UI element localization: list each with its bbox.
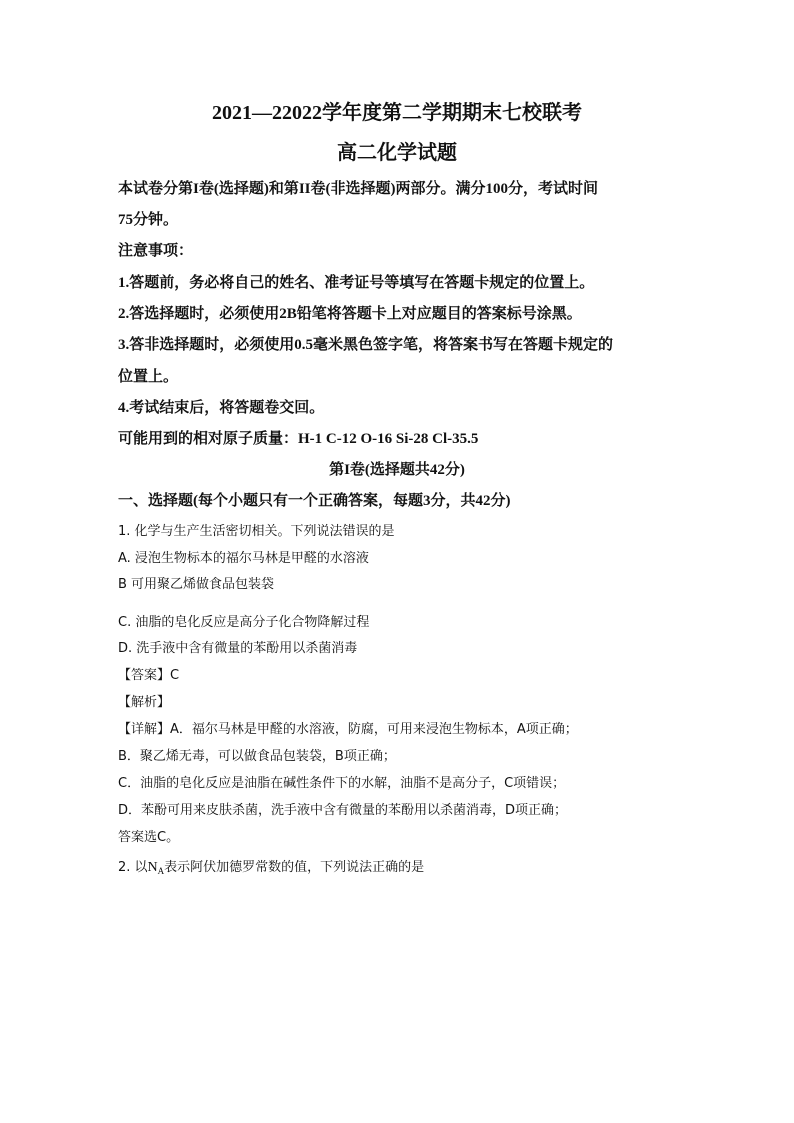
exam-subtitle: 高二化学试题: [337, 142, 457, 164]
intro-line-2: 75分钟。: [118, 212, 179, 228]
question-1-option-d: D. 洗手液中含有微量的苯酚用以杀菌消毒: [118, 641, 358, 656]
question-2-stem: [118, 858, 424, 881]
avogadro-constant-symbol: N: [147, 860, 158, 875]
avogadro-constant-subscript: A: [157, 866, 165, 876]
question-1-stem: 1. 化学与生产生活密切相关。下列说法错误的是: [118, 524, 395, 539]
exam-title: 2021—22022学年度第二学期期末七校联考: [212, 102, 582, 124]
part-title: 第I卷(选择题共42分): [329, 462, 465, 478]
question-1-detail-c: C．油脂的皂化反应是油脂在碱性条件下的水解，油脂不是高分子，C项错误；: [118, 776, 566, 791]
question-1-option-a: A. 浸泡生物标本的福尔马林是甲醛的水溶液: [118, 551, 369, 566]
question-2-stem-suffix: 表示阿伏加德罗常数的值，下列说法正确的是: [164, 860, 425, 875]
question-1-detail-a: 【详解】A．福尔马林是甲醛的水溶液，防腐，可用来浸泡生物标本，A项正确；: [118, 722, 578, 737]
question-1-option-b: B 可用聚乙烯做食品包装袋: [118, 577, 275, 592]
section-title: 一、选择题(每个小题只有一个正确答案，每题3分，共42分): [118, 493, 511, 509]
question-1-answer: 【答案】C: [118, 668, 180, 683]
note-item-1: 1.答题前，务必将自己的姓名、准考证号等填写在答题卡规定的位置上。: [118, 275, 595, 291]
note-item-2: 2.答选择题时，必须使用2B铅笔将答题卡上对应题目的答案标号涂黑。: [118, 306, 582, 322]
question-1-conclusion: 答案选C。: [118, 830, 180, 845]
atomic-masses: 可能用到的相对原子质量：H-1 C-12 O-16 Si-28 Cl-35.5: [118, 431, 479, 447]
note-item-4: 4.考试结束后，将答题卷交回。: [118, 400, 325, 416]
note-item-3-line-2: 位置上。: [118, 369, 179, 385]
note-item-3-line-1: 3.答非选择题时，必须使用0.5毫米黑色签字笔，将答案书写在答题卡规定的: [118, 337, 614, 353]
question-1-option-c: C. 油脂的皂化反应是高分子化合物降解过程: [118, 615, 370, 630]
question-2-stem-prefix: 2. 以: [118, 860, 148, 875]
question-1-detail-d: D．苯酚可用来皮肤杀菌，洗手液中含有微量的苯酚用以杀菌消毒，D项正确；: [118, 803, 568, 818]
question-1-detail-b: B．聚乙烯无毒，可以做食品包装袋，B项正确；: [118, 749, 396, 764]
notes-heading: 注意事项：: [118, 243, 194, 259]
question-1-analysis-heading: 【解析】: [118, 695, 171, 710]
intro-line-1: 本试卷分第I卷(选择题)和第II卷(非选择题)两部分。满分100分，考试时间: [118, 181, 598, 197]
